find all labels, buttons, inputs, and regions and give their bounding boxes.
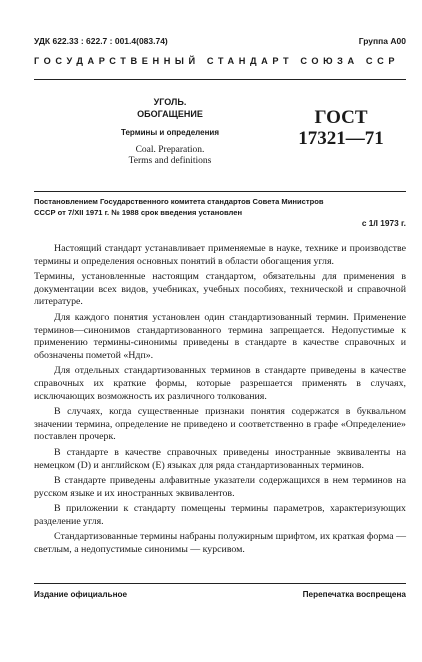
title-block bbox=[70, 96, 270, 167]
title-line-2: ОБОГАЩЕНИЕ bbox=[137, 109, 203, 119]
gost-label: ГОСТ bbox=[314, 107, 368, 128]
body-paragraph: Для каждого понятия установлен один стандартизованный термин. Применение терминов—синонимов стандартизованного термина запрещается. Недопустимые к применению термины-синонимы приведены в стандарте в качестве справочных и обозначены пометой «Ндп». bbox=[34, 311, 406, 361]
official-edition-label: Издание официальное bbox=[34, 590, 128, 599]
effective-date: с 1/I 1973 г. bbox=[361, 218, 406, 228]
udk-code: УДК 622.33 : 622.7 : 001.4(083.74) bbox=[34, 36, 168, 46]
body-paragraph: Термины, установленные настоящим стандартом, обязательны для применения в документации всех видов, учебниках, учебных пособиях, технической и справочной литературе. bbox=[34, 271, 406, 308]
english-title-line-2: Terms and definitions bbox=[128, 156, 212, 166]
gost-number: 17321—71 bbox=[298, 128, 384, 149]
title-subtitle: Термины и определения bbox=[120, 128, 219, 137]
reprint-prohibited-label: Перепечатка воспрещена bbox=[302, 590, 406, 599]
footer-rule bbox=[34, 583, 406, 584]
body-paragraph: В стандарте приведены алфавитные указатели содержащихся в нем терминов на русском языке и их иностранных эквивалентов. bbox=[34, 475, 406, 499]
body-text bbox=[34, 243, 406, 560]
body-paragraph: В случаях, когда существенные признаки понятия содержатся в буквальном значении термина, определение не приведено и соответственно в графе «Определение» поставлен прочерк. bbox=[34, 406, 406, 443]
decree-line-1: Постановлением Государственного комитета стандартов Совета Министров bbox=[34, 197, 324, 206]
body-paragraph: Для отдельных стандартизованных терминов в стандарте приведены в качестве справочных их краткие формы, которые разрешается применять в случаях, исключающих возможность их различного толкования. bbox=[34, 365, 406, 402]
body-paragraph: Стандартизованные термины набраны полужирным шрифтом, их краткая форма — светлым, а недопустимые синонимы — курсивом. bbox=[34, 531, 406, 556]
english-title-line-1: Coal. Preparation. bbox=[135, 145, 205, 155]
body-paragraph: Настоящий стандарт устанавливает применяемые в науке, технике и производстве термины и определения основных понятий в области обогащения угля. bbox=[34, 243, 406, 267]
header-rule bbox=[34, 79, 406, 80]
gost-designation bbox=[296, 108, 386, 149]
decree-text bbox=[34, 196, 406, 218]
standard-banner: ГОСУДАРСТВЕННЫЙ СТАНДАРТ СОЮЗА ССР bbox=[34, 56, 400, 66]
title-rule bbox=[34, 191, 406, 192]
title-line-1: УГОЛЬ. bbox=[153, 97, 187, 107]
body-paragraph: В стандарте в качестве справочных приведены иностранные эквиваленты на немецком (D) и английском (E) языках для ряда стандартизованных терминов. bbox=[34, 446, 406, 471]
decree-line-2: СССР от 7/XII 1971 г. № 1988 срок введения установлен bbox=[34, 208, 243, 217]
group-code: Группа А00 bbox=[358, 36, 406, 46]
body-paragraph: В приложении к стандарту помещены термины параметров, характеризующих разделение угля. bbox=[34, 503, 406, 527]
